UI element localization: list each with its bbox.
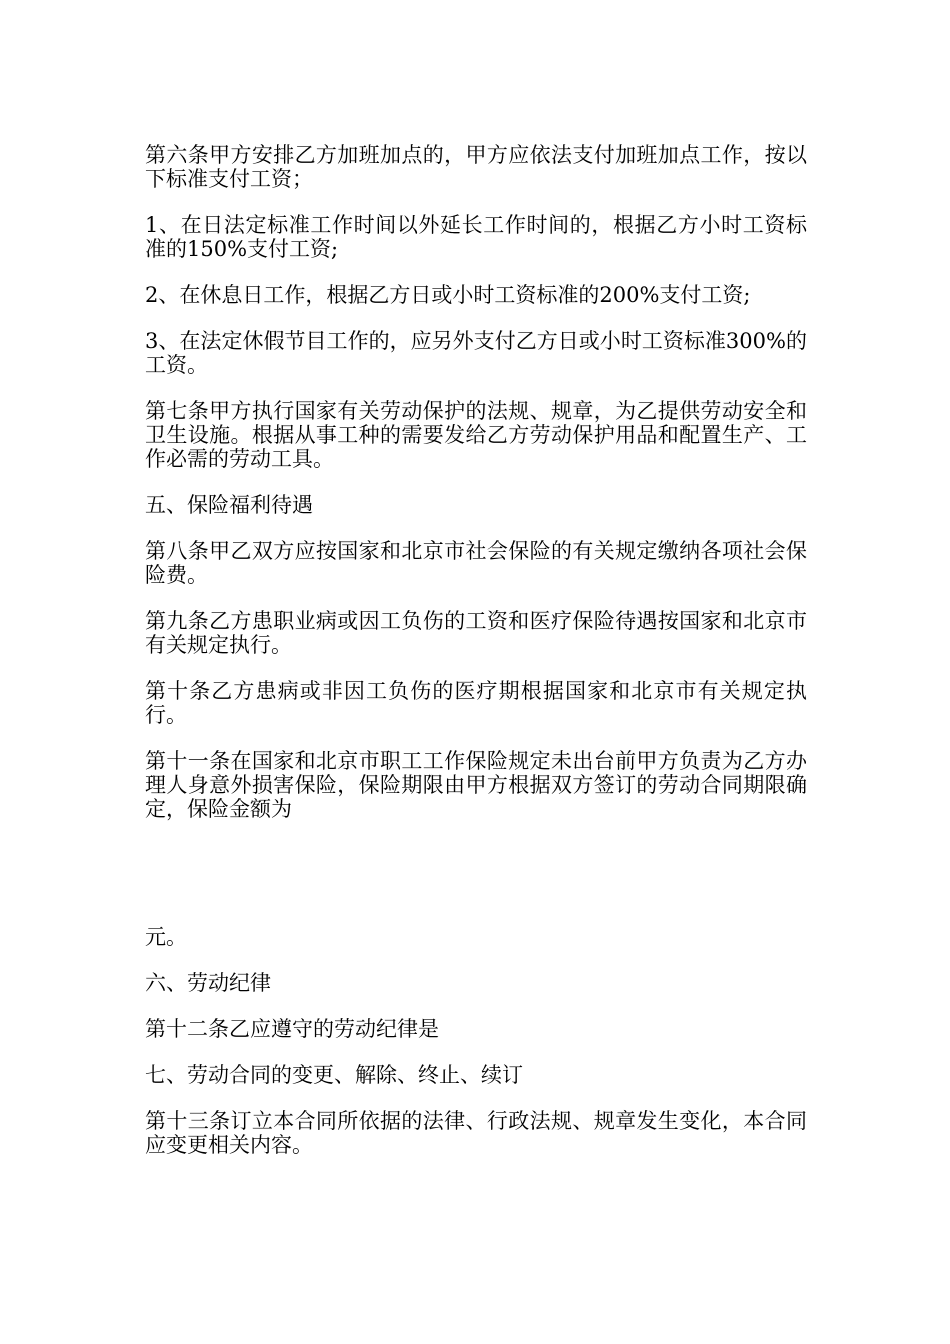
section-6-heading: 六、劳动纪律 (145, 971, 271, 995)
article-11-paragraph: 第十一条在国家和北京市职工工作保险规定未出台前甲方负责为乙方办理人身意外损害保险，保险期限由甲方根据双方签订的劳动合同期限确定，保险金额为 (145, 749, 807, 821)
section-7-heading: 七、劳动合同的变更、解除、终止、续订 (145, 1063, 523, 1087)
article-6-paragraph: 第六条甲方安排乙方加班加点的，甲方应依法支付加班加点工作，按以下标准支付工资； (145, 143, 807, 191)
article-9-paragraph: 第九条乙方患职业病或因工负伤的工资和医疗保险待遇按国家和北京市有关规定执行。 (145, 609, 807, 657)
overtime-item-3: 3、在法定休假节目工作的，应另外支付乙方日或小时工资标准300%的工资。 (145, 329, 807, 377)
article-7-paragraph: 第七条甲方执行国家有关劳动保护的法规、规章，为乙提供劳动安全和卫生设施。根据从事工种的需要发给乙方劳动保护用品和配置生产、工作必需的劳动工具。 (145, 399, 807, 471)
article-8-paragraph: 第八条甲乙双方应按国家和北京市社会保险的有关规定缴纳各项社会保险费。 (145, 539, 807, 587)
article-13-paragraph: 第十三条订立本合同所依据的法律、行政法规、规章发生变化，本合同应变更相关内容。 (145, 1109, 807, 1157)
overtime-item-2: 2、在休息日工作，根据乙方日或小时工资标准的200%支付工资; (145, 283, 751, 307)
section-5-heading: 五、保险福利待遇 (145, 493, 313, 517)
overtime-item-1: 1、在日法定标准工作时间以外延长工作时间的，根据乙方小时工资标准的150%支付工资; (145, 213, 807, 261)
article-12-paragraph: 第十二条乙应遵守的劳动纪律是 (145, 1017, 439, 1041)
document-body (145, 143, 807, 1179)
insurance-amount-unit: 元。 (145, 925, 187, 949)
article-10-paragraph: 第十条乙方患病或非因工负伤的医疗期根据国家和北京市有关规定执行。 (145, 679, 807, 727)
